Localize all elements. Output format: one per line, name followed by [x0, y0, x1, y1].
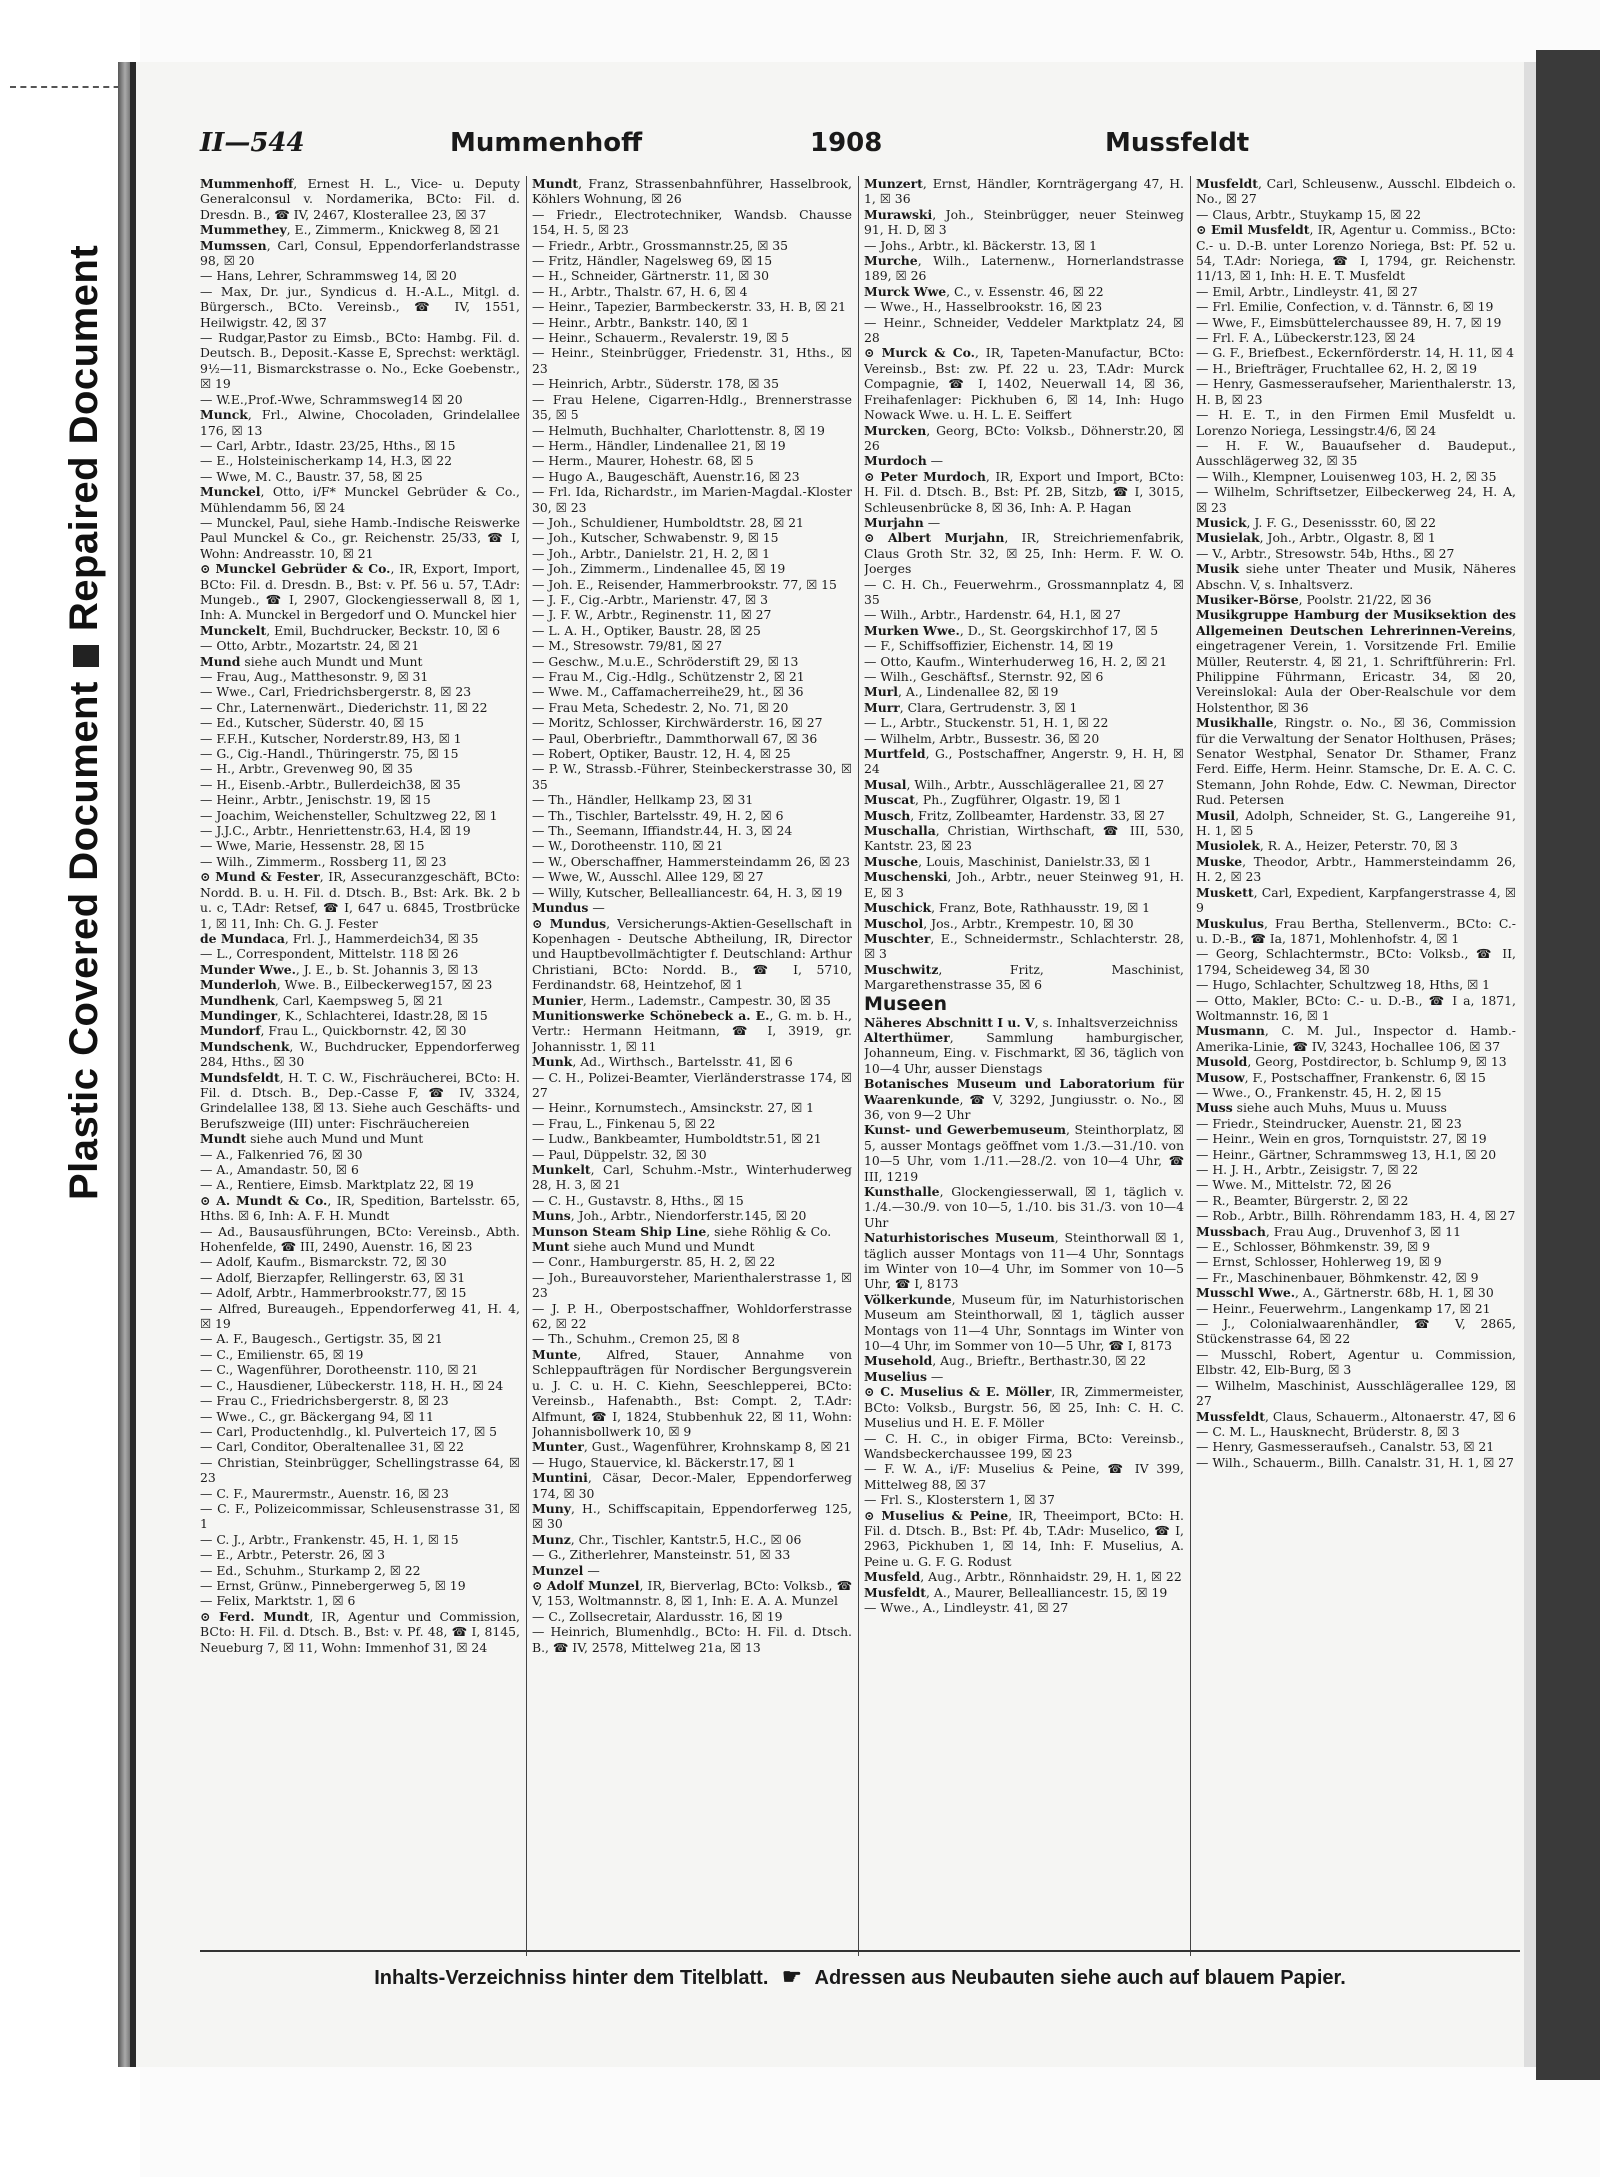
directory-entry: — Wwe, Marie, Hessenstr. 28, ☒ 15 [200, 838, 425, 854]
directory-entry: — Ludw., Bankbeamter, Humboldtstr.51, ☒ 21 [532, 1131, 822, 1147]
directory-entry: — H., Arbtr., Grevenweg 90, ☒ 35 [200, 761, 413, 777]
directory-entry: — E., Arbtr., Peterstr. 26, ☒ 3 [200, 1547, 386, 1563]
directory-entry: — Wilh., Geschäftsf., Sternstr. 92, ☒ 6 [864, 669, 1104, 684]
directory-entry: — C. H., Polizei-Beamter, Vierländerstrasse 174, ☒ 27 [532, 1069, 852, 1100]
column-2 [532, 176, 852, 1956]
directory-entry: — Frau C., Friedrichsbergerstr. 8, ☒ 23 [200, 1393, 449, 1409]
directory-entry: Munck, Frl., Alwine, Chocoladen, Grindelallee 176, ☒ 13 [200, 407, 520, 438]
directory-entry: Munder Wwe., J. E., b. St. Johannis 3, ☒ 13 [200, 961, 479, 977]
directory-entry: Murcken, Georg, BCto: Volksb., Döhnerstr.20, ☒ 26 [864, 422, 1184, 453]
directory-entry: Naturhistorisches Museum, Steinthorwall ☒ 1, täglich ausser Montags von 11—4 Uhr, Sonntags im Winter von 10—4 Uhr, im Sommer von 10—5 Uhr, ☎ I, 8173 [864, 1230, 1184, 1292]
directory-entry: — Frau Helene, Cigarren-Hdlg., Brennerstrasse 35, ☒ 5 [532, 391, 852, 423]
directory-entry: Munderloh, Wwe. B., Eilbeckerweg157, ☒ 23 [200, 977, 493, 993]
directory-entry: Munter, Gust., Wagenführer, Krohnskamp 8, ☒ 21 [532, 1439, 852, 1455]
directory-entry: — H., Arbtr., Thalstr. 67, H. 6, ☒ 4 [532, 283, 748, 299]
directory-entry: Munte, Alfred, Stauer, Annahme von Schleppaufträgen für Nordischer Bergungsverein u. J. C. u. H. C. Kiehn, Seeschlepperei, BCto: Vereinsb., Hafenabth., Bst: Compt. 2, T.Adr: Alfmunt, ☎ I, 1824, Stubbenhuk 22, ☒ 11, Wohn: Johannisbollwerk 10, ☒ 9 [532, 1346, 852, 1439]
directory-entry: — G. F., Briefbest., Eckernförderstr. 14, H. 11, ☒ 4 [1196, 345, 1515, 361]
directory-entry: Mund siehe auch Mundt und Munt [200, 653, 423, 669]
directory-entry: — L. A. H., Optiker, Baustr. 28, ☒ 25 [532, 622, 761, 638]
directory-entry: — Joh. E., Reisender, Hammerbrookstr. 77, ☒ 15 [532, 576, 837, 592]
directory-entry: — Joh., Arbtr., Danielstr. 21, H. 2, ☒ 1 [532, 545, 771, 561]
directory-entry: — Frau M., Cig.-Hdlg., Schützenstr 2, ☒ 21 [532, 669, 805, 684]
side-label-right: Repaired Document [62, 244, 106, 632]
directory-entry: ⊙ Ferd. Mundt, IR, Agentur und Commission, BCto: H. Fil. d. Dtsch. B., Bst: v. Pf. 48, ☎ I, 8145, Neueburg 7, ☒ 11, Wohn: Immenhof 31, ☒ 24 [200, 1608, 520, 1655]
column-4 [1196, 176, 1516, 1956]
directory-entry: — Heinrich, Arbtr., Süderstr. 178, ☒ 35 [532, 376, 780, 392]
directory-entry: — Heinr., Feuerwehrm., Langenkamp 17, ☒ 21 [1196, 1300, 1491, 1316]
directory-entry: — J. F., Cig.-Arbtr., Marienstr. 47, ☒ 3 [532, 591, 768, 607]
directory-entry: — H. J. H., Arbtr., Zeisigstr. 7, ☒ 22 [1196, 1162, 1419, 1177]
directory-entry: Musikhalle, Ringstr. o. No., ☒ 36, Commission für die Verwaltung der Senator Holthusen, Präses; Senator Westphal, Senator Dr. Sthamer, Franz Ferd. Eiffe, Herm. Heinr. Stamsche, Dr. E. A. C. C. Stemann, John Rohde, Edw. C. Newman, Director Rud. Petersen [1196, 715, 1516, 808]
directory-entry: — Frau, L., Finkenau 5, ☒ 22 [532, 1115, 716, 1131]
directory-entry: — Robert, Optiker, Baustr. 12, H. 4, ☒ 25 [532, 746, 791, 762]
directory-entry: Musal, Wilh., Arbtr., Ausschlägerallee 21, ☒ 27 [864, 776, 1165, 792]
directory-entry: Munson Steam Ship Line, siehe Röhlig & Co. [532, 1223, 832, 1239]
directory-entry: — Otto, Kaufm., Winterhuderweg 16, H. 2, ☒ 21 [864, 653, 1168, 669]
directory-entry: — Joh., Bureauvorsteher, Marienthalerstrasse 1, ☒ 23 [532, 1269, 852, 1301]
directory-entry: Musfeldt, Carl, Schleusenw., Ausschl. Elbdeich o. No., ☒ 27 [1196, 176, 1516, 207]
directory-entry: Mundorf, Frau L., Quickbornstr. 42, ☒ 30 [200, 1023, 467, 1039]
column-3 [864, 176, 1184, 1956]
directory-entry: — Munckel, Paul, siehe Hamb.-Indische Reiswerke Paul Munckel & Co., gr. Reichenstr. 25/33, ☎ I, Wohn: Andreasstr. 10, ☒ 21 [200, 514, 520, 561]
directory-entry: — Th., Tischler, Bartelsstr. 49, H. 2, ☒ 6 [532, 807, 784, 823]
directory-entry: — Frl. F. A., Lübeckerstr.123, ☒ 24 [1196, 330, 1416, 346]
header-right-word: Mussfeldt [1105, 128, 1250, 158]
directory-entry: — Hugo A., Baugeschäft, Auenstr.16, ☒ 23 [532, 468, 800, 484]
column-1 [200, 176, 520, 1956]
directory-entry: — J., Colonialwaarenhändler, ☎ V, 2865, Stückenstrasse 64, ☒ 22 [1196, 1316, 1516, 1347]
directory-entry: — Paul, Oberbrieftr., Dammthorwall 67, ☒ 36 [532, 730, 818, 746]
directory-entry: de Mundaca, Frl. J., Hammerdeich34, ☒ 35 [200, 930, 479, 946]
directory-entry: — Wwe, F., Eimsbüttelerchaussee 89, H. 7, ☒ 19 [1196, 314, 1502, 330]
directory-entry: — P. W., Strassb.-Führer, Steinbeckerstrasse 30, ☒ 35 [532, 761, 852, 792]
directory-entry: — Chr., Laternenwärt., Diederichstr. 11, ☒ 22 [200, 699, 488, 715]
directory-entry: — R., Beamter, Bürgerstr. 2, ☒ 22 [1196, 1192, 1409, 1208]
directory-entry: — Rudgar,Pastor zu Eimsb., BCto: Hambg. Fil. d. Deutsch. B., Deposit.-Kasse E, Sprechst: werktägl. 9½—11, Bismarckstrasse o. No., Ecke Goebenstr., ☒ 19 [200, 330, 520, 392]
directory-entry: Mundt siehe auch Mund und Munt [200, 1131, 424, 1147]
directory-entry: — Ernst, Grünw., Pinnebergerweg 5, ☒ 19 [200, 1577, 466, 1593]
directory-entry: Munkelt, Carl, Schuhm.-Mstr., Winterhuderweg 28, H. 3, ☒ 21 [532, 1162, 852, 1193]
directory-entry: Muscat, Ph., Zugführer, Olgastr. 19, ☒ 1 [864, 792, 1122, 808]
directory-entry: — Claus, Arbtr., Stuykamp 15, ☒ 22 [1196, 206, 1421, 222]
directory-entry: Kunst- und Gewerbemuseum, Steinthorplatz, ☒ 5, ausser Montags geöffnet vom 1./3.—31./10. von 10—5 Uhr, vom 1./11.—28./2. von 10—4 Uhr, ☎ III, 1219 [864, 1122, 1184, 1184]
directory-entry: — C. J., Arbtr., Frankenstr. 45, H. 1, ☒ 15 [200, 1531, 459, 1547]
directory-entry: Musehold, Aug., Brieftr., Berthastr.30, ☒ 22 [864, 1353, 1147, 1369]
directory-entry: ⊙ Adolf Munzel, IR, Bierverlag, BCto: Volksb., ☎ V, 153, Woltmannstr. 8, ☒ 1, Inh: E. A. A. Munzel [532, 1577, 852, 1609]
directory-entry: — Hugo, Schlachter, Schultzweg 18, Hths, ☒ 1 [1196, 977, 1491, 993]
directory-entry: — F. W. A., i/F: Muselius & Peine, ☎ IV 399, Mittelweg 88, ☒ 37 [864, 1461, 1184, 1492]
directory-entry: Mussfeldt, Claus, Schauerm., Altonaerstr. 47, ☒ 6 [1196, 1408, 1516, 1424]
directory-entry: — Frau, Aug., Matthesonstr. 9, ☒ 31 [200, 669, 429, 684]
directory-entry: Munzert, Ernst, Händler, Kornträgergang 47, H. 1, ☒ 36 [864, 176, 1184, 207]
directory-entry: — Friedr., Steindrucker, Auenstr. 21, ☒ 23 [1196, 1115, 1462, 1131]
page-footer [200, 1964, 1520, 1990]
directory-entry: Musch, Fritz, Zollbeamter, Hardenstr. 33, ☒ 27 [864, 807, 1165, 823]
directory-entry: Murken Wwe., D., St. Georgskirchhof 17, ☒ 5 [864, 622, 1159, 638]
directory-entry: — Fr., Maschinenbauer, Böhmkenstr. 42, ☒ 9 [1196, 1269, 1479, 1285]
directory-entry: — Heinr., Kornumstech., Amsinckstr. 27, ☒ 1 [532, 1100, 815, 1116]
directory-entry: ⊙ Peter Murdoch, IR, Export und Import, BCto: H. Fil. d. Dtsch. B., Bst: Pf. 2B, Sitzb, ☎ I, 3015, Schleusenbrücke 8, ☒ 36, Inh: A. P. Hagan [864, 468, 1184, 515]
directory-entry: — A., Rentiere, Eimsb. Marktplatz 22, ☒ 19 [200, 1177, 474, 1193]
directory-entry: — Max, Dr. jur., Syndicus d. H.-A.L., Mitgl. d. Bürgersch., BCto. Vereinsb., ☎ IV, 1551, Heilwigstr. 42, ☒ 37 [200, 283, 520, 330]
directory-entry: Murche, Wilh., Laternenw., Hornerlandstrasse 189, ☒ 26 [864, 253, 1184, 284]
directory-entry: — Musschl, Robert, Agentur u. Commission, Elbstr. 42, Elb-Burg, ☒ 3 [1196, 1346, 1516, 1378]
dark-right-edge [1536, 50, 1600, 2080]
dashed-mark [10, 86, 130, 88]
directory-entry: — C. H. Ch., Feuerwehrm., Grossmannplatz 4, ☒ 35 [864, 576, 1184, 607]
directory-entry: Murck Wwe, C., v. Essenstr. 46, ☒ 22 [864, 283, 1104, 299]
directory-entry: ⊙ Mundus, Versicherungs-Aktien-Gesellschaft in Kopenhagen - Deutsche Abtheilung, IR, Director und Hauptbevollmächtigter f. Deutschland: Arthur Christiani, BCto: Nordd. B., ☎ I, 5710, Ferdinandstr. 68, Heintzehof, ☒ 1 [532, 915, 852, 993]
header-year: 1908 [810, 128, 883, 158]
directory-entry: — Wwe, W., Ausschl. Allee 129, ☒ 27 [532, 869, 764, 885]
directory-entry: — E., Holsteinischerkamp 14, H.3, ☒ 22 [200, 453, 453, 469]
directory-entry: Munier, Herm., Lademstr., Campestr. 30, ☒ 35 [532, 992, 831, 1008]
directory-entry: ⊙ Emil Musfeldt, IR, Agentur u. Commiss., BCto: C.- u. D.-B. unter Lorenzo Noriega, Bst: Pf. 52 u. 54, T.Adr: Noriega, ☎ I, 1794, gr. Reichenstr. 11/13, ☒ 1, Inh: H. E. T. Musfeldt [1196, 222, 1516, 284]
directory-entry: — Wwe., C., gr. Bäckergang 94, ☒ 11 [200, 1408, 434, 1424]
directory-entry: Murdoch — [864, 453, 944, 469]
directory-entry: — H., Schneider, Gärtnerstr. 11, ☒ 30 [532, 268, 769, 284]
directory-entry: — Alfred, Bureaugeh., Eppendorferweg 41, H. 4, ☒ 19 [200, 1300, 520, 1332]
directory-entry: — Hans, Lehrer, Schrammsweg 14, ☒ 20 [200, 268, 457, 284]
directory-entry: Musiolek, R. A., Heizer, Peterstr. 70, ☒ 3 [1196, 838, 1458, 854]
directory-entry: — C. H. C., in obiger Firma, BCto: Vereinsb., Wandsbeckerchaussee 199, ☒ 23 [864, 1430, 1184, 1461]
directory-entry: Musikgruppe Hamburg der Musiksektion des Allgemeinen Deutschen Lehrerinnen-Vereins, eingetragener Verein, 1. Vorsitzende Frl. Emilie Müller, Reuterstr. 4, ☒ 21, 1. Schriftführerin: Frl. Philippine Führmann, Ericastr. 34, ☒ 20, Vereinslokal: Aula der Ober-Realschule vor dem Holstenthor, ☒ 36 [1196, 607, 1516, 715]
directory-entry: Musik siehe unter Theater und Musik, Näheres Abschn. V, s. Inhaltsverz. [1196, 561, 1516, 592]
directory-entry: Musschl Wwe., A., Gärtnerstr. 68b, H. 1, ☒ 30 [1196, 1285, 1494, 1301]
directory-entry: Mussbach, Frau Aug., Druvenhof 3, ☒ 11 [1196, 1223, 1461, 1239]
directory-entry: Mundhenk, Carl, Kaempsweg 5, ☒ 21 [200, 992, 444, 1008]
directory-entry: — Wilhelm, Schriftsetzer, Eilbeckerweg 24, H. A, ☒ 23 [1196, 484, 1516, 515]
directory-entry: Muschenski, Joh., Arbtr., neuer Steinweg 91, H. E, ☒ 3 [864, 869, 1184, 900]
directory-entry: Munt siehe auch Mund und Mundt [532, 1239, 755, 1255]
directory-entry: — Wwe, M. C., Baustr. 37, 58, ☒ 25 [200, 468, 423, 484]
directory-entry: — Th., Händler, Hellkamp 23, ☒ 31 [532, 792, 754, 808]
directory-entry: — Wwe., H., Hasselbrookstr. 16, ☒ 23 [864, 299, 1103, 315]
side-label-separator [73, 645, 99, 667]
directory-entry: — Joachim, Weichensteller, Schultzweg 22, ☒ 1 [200, 807, 498, 823]
directory-entry: Mummethey, E., Zimmerm., Knickweg 8, ☒ 21 [200, 222, 501, 238]
directory-entry: Munitionswerke Schönebeck a. E., G. m. b. H., Vertr.: Hermann Heitmann, ☎ I, 3919, gr. Johannisstr. 1, ☒ 11 [532, 1007, 852, 1054]
directory-entry: Musick, J. F. G., Desenissstr. 60, ☒ 22 [1196, 514, 1436, 530]
directory-entry: Munckelt, Emil, Buchdrucker, Beckstr. 10, ☒ 6 [200, 622, 500, 638]
directory-entry: Murjahn — [864, 514, 941, 530]
directory-entry: — Felix, Marktstr. 1, ☒ 6 [200, 1593, 356, 1609]
directory-entry: Völkerkunde, Museum für, im Naturhistorischen Museum am Steinthorwall, ☒ 1, täglich ausser Montags von 11—4 Uhr, Sonntags im Winter von 10—4 Uhr, im Sommer von 10—5 Uhr, ☎ I, 8173 [864, 1291, 1184, 1354]
directory-entry: — Heinr., Schneider, Veddeler Marktplatz 24, ☒ 28 [864, 314, 1184, 346]
directory-entry: Musfeld, Aug., Arbtr., Rönnhaidstr. 29, H. 1, ☒ 22 [864, 1569, 1182, 1585]
directory-entry: — C. F., Polizeicommissar, Schleusenstrasse 31, ☒ 1 [200, 1500, 520, 1532]
column-divider [858, 176, 859, 1956]
page-number: II—544 [200, 128, 305, 158]
directory-entry: — H., Eisenb.-Arbtr., Bullerdeich38, ☒ 35 [200, 776, 461, 792]
directory-entry: — Frl. Ida, Richardstr., im Marien-Magdal.-Kloster 30, ☒ 23 [532, 484, 852, 515]
directory-entry: — Heinr., Wein en gros, Tornquiststr. 27, ☒ 19 [1196, 1131, 1487, 1147]
directory-entry: — A. F., Baugesch., Gertigstr. 35, ☒ 21 [200, 1331, 443, 1347]
directory-entry: — J. F. W., Arbtr., Reginenstr. 11, ☒ 27 [532, 607, 772, 623]
directory-entry: ⊙ A. Mundt & Co., IR, Spedition, Bartelsstr. 65, Hths. ☒ 6, Inh: A. F. H. Mundt [200, 1192, 520, 1224]
pointing-hand-icon: ☛ [781, 1964, 802, 1989]
directory-entry: — Joh., Kutscher, Schwabenstr. 9, ☒ 15 [532, 530, 779, 546]
footer-right-text: Adressen aus Neubauten siehe auch auf blauem Papier. [814, 1967, 1346, 1989]
directory-entry: — Friedr., Electrotechniker, Wandsb. Chausse 154, H. 5, ☒ 23 [532, 206, 852, 238]
directory-entry: — Wwe., O., Frankenstr. 45, H. 2, ☒ 15 [1196, 1084, 1442, 1100]
directory-entry: — Heinr., Gärtner, Schrammsweg 13, H.1, ☒ 20 [1196, 1146, 1497, 1162]
directory-entry: — Fritz, Händler, Nagelsweg 69, ☒ 15 [532, 253, 773, 269]
directory-entry: — Carl, Productenhdlg., kl. Pulverteich 17, ☒ 5 [200, 1423, 498, 1439]
column-divider [1190, 176, 1191, 1956]
directory-entry: — Heinr., Tapezier, Barmbeckerstr. 33, H. B, ☒ 21 [532, 299, 847, 315]
directory-entry: Musche, Louis, Maschinist, Danielstr.33, ☒ 1 [864, 853, 1152, 869]
directory-entry: Museen [864, 992, 948, 1015]
directory-entry: ⊙ Mund & Fester, IR, Assecuranzgeschäft, BCto: Nordd. B. u. H. Fil. d. Dtsch. B., Bst: Ark. Bk. 2 b u. c, T.Adr: Retsef, ☎ I, 647 u. 6845, Trostbrücke 1, ☒ 11, Inh: Ch. G. J. Fester [200, 869, 520, 931]
directory-entry: Muns, Joh., Arbtr., Niendorferstr.145, ☒ 20 [532, 1208, 807, 1224]
directory-entry: — C., Emilienstr. 65, ☒ 19 [200, 1346, 364, 1362]
directory-entry: — Wwe., Carl, Friedrichsbergerstr. 8, ☒ 23 [200, 684, 472, 700]
directory-entry: — C. H., Gustavstr. 8, Hths., ☒ 15 [532, 1192, 744, 1208]
directory-entry: — Paul, Düppelstr. 32, ☒ 30 [532, 1146, 707, 1162]
directory-entry: Murtfeld, G., Postschaffner, Angerstr. 9, H. H, ☒ 24 [864, 746, 1184, 777]
directory-entry: — Georg, Schlachtermstr., BCto: Volksb., ☎ II, 1794, Scheideweg 34, ☒ 30 [1196, 946, 1516, 977]
directory-entry: Muskulus, Frau Bertha, Stellenverm., BCto: C.- u. D.-B., ☎ Ia, 1871, Mohlenhofstr. 4, ☒ 1 [1196, 915, 1516, 946]
directory-entry: — H. F. W., Bauaufseher d. Baudeput., Ausschlägerweg 32, ☒ 35 [1196, 437, 1516, 469]
directory-entry: Munz, Chr., Tischler, Kantstr.5, H.C., ☒ 06 [532, 1531, 802, 1547]
directory-entry: Munzel — [532, 1562, 600, 1578]
directory-entry: Mundinger, K., Schlachterei, Idastr.28, ☒ 15 [200, 1007, 488, 1023]
directory-entry: — F.F.H., Kutscher, Norderstr.89, H3, ☒ 1 [200, 730, 462, 746]
footer-left-text: Inhalts-Verzeichniss hinter dem Titelblatt. [374, 1967, 769, 1989]
bottom-rule [200, 1950, 1520, 1952]
directory-entry: — Adolf, Kaufm., Bismarckstr. 72, ☒ 30 [200, 1254, 447, 1270]
directory-entry: Murr, Clara, Gertrudenstr. 3, ☒ 1 [864, 699, 1078, 715]
directory-entry: Musold, Georg, Postdirector, b. Schlump 9, ☒ 13 [1196, 1054, 1507, 1070]
directory-entry: Mundsfeldt, H. T. C. W., Fischräucherei, BCto: H. Fil. d. Dtsch. B., Dep.-Casse F, ☎ IV, 3324, Grindelallee 138, ☒ 13. Siehe auch Geschäfts- und Berufszweige (III) unter: Fischräuchereien [200, 1069, 520, 1131]
directory-entry: ⊙ C. Muselius & E. Möller, IR, Zimmermeister, BCto: Volksb., Burgstr. 56, ☒ 25, Inh: C. H. C. Muselius und H. E. F. Möller [864, 1384, 1184, 1431]
directory-entry: — W.E.,Prof.-Wwe, Schrammsweg14 ☒ 20 [200, 391, 463, 407]
directory-entry: — Otto, Arbtr., Mozartstr. 24, ☒ 21 [200, 638, 420, 654]
directory-entry: — G., Zitherlehrer, Mansteinstr. 51, ☒ 33 [532, 1547, 791, 1563]
directory-entry: — H. E. T., in den Firmen Emil Musfeldt u. Lorenzo Noriega, Lessingstr.4/6, ☒ 24 [1196, 407, 1516, 438]
directory-entry: — Ed., Schuhm., Sturkamp 2, ☒ 22 [200, 1562, 421, 1578]
directory-entry: Murl, A., Lindenallee 82, ☒ 19 [864, 684, 1059, 700]
directory-entry: Muschwitz, Fritz, Maschinist, Margarethenstrasse 35, ☒ 6 [864, 961, 1184, 993]
directory-entry: Kunsthalle, Glockengiesserwall, ☒ 1, täglich v. 1./4.—30./9. von 10—5, 1./10. bis 31./3. von 10—4 Uhr [864, 1184, 1184, 1230]
directory-entry: Musiker-Börse, Poolstr. 21/22, ☒ 36 [1196, 591, 1432, 607]
directory-entry: — Heinrich, Blumenhdlg., BCto: H. Fil. d. Dtsch. B., ☎ IV, 2578, Mittelweg 21a, ☒ 13 [532, 1624, 852, 1655]
directory-entry: — Ernst, Schlosser, Hohlerweg 19, ☒ 9 [1196, 1254, 1442, 1270]
directory-entry: — C., Hausdiener, Lübeckerstr. 118, H. H., ☒ 24 [200, 1377, 504, 1393]
directory-entry: Musielak, Joh., Arbtr., Olgastr. 8, ☒ 1 [1196, 530, 1436, 546]
directory-entry: Muss siehe auch Muhs, Muus u. Muuss [1196, 1100, 1447, 1116]
directory-entry: — L., Correspondent, Mittelstr. 118 ☒ 26 [200, 946, 459, 962]
directory-entry: Muntini, Cäsar, Decor.-Maler, Eppendorferweg 174, ☒ 30 [532, 1470, 852, 1501]
header-left-word: Mummenhoff [450, 128, 643, 158]
directory-entry: — Wilh., Klempner, Louisenweg 103, H. 2, ☒ 35 [1196, 468, 1497, 484]
directory-entry: — Helmuth, Buchhalter, Charlottenstr. 8, ☒ 19 [532, 422, 825, 438]
directory-entry: Mundschenk, W., Buchdrucker, Eppendorferweg 284, Hths., ☒ 30 [200, 1038, 520, 1070]
directory-entry: ⊙ Albert Murjahn, IR, Streichriemenfabrik, Claus Groth Str. 32, ☒ 25, Inh: Herm. F. W. O. Joerges [864, 530, 1184, 577]
directory-entry: — Wilh., Zimmerm., Rossberg 11, ☒ 23 [200, 853, 447, 869]
directory-entry: — Carl, Arbtr., Idastr. 23/25, Hths., ☒ 15 [200, 437, 456, 453]
directory-entry: — Conr., Hamburgerstr. 85, H. 2, ☒ 22 [532, 1254, 776, 1270]
directory-entry: — Moritz, Schlosser, Kirchwärderstr. 16, ☒ 27 [532, 715, 823, 731]
directory-entry: — M., Stresowstr. 79/81, ☒ 27 [532, 638, 723, 654]
directory-entry: — C., Zollsecretair, Alardusstr. 16, ☒ 19 [532, 1608, 783, 1624]
directory-entry: — L., Arbtr., Stuckenstr. 51, H. 1, ☒ 22 [864, 715, 1109, 731]
directory-entry: — Wilhelm, Arbtr., Bussestr. 36, ☒ 20 [864, 730, 1100, 746]
directory-entry: — Frau Meta, Schedestr. 2, No. 71, ☒ 20 [532, 699, 789, 715]
directory-entry: — Heinr., Arbtr., Bankstr. 140, ☒ 1 [532, 314, 750, 330]
directory-entry: Mumssen, Carl, Consul, Eppendorferlandstrasse 98, ☒ 20 [200, 237, 520, 269]
directory-entry: — E., Schlosser, Böhmkenstr. 39, ☒ 9 [1196, 1239, 1430, 1255]
directory-entry: — Henry, Gasmesseraufseher, Marienthalerstr. 13, H. B, ☒ 23 [1196, 376, 1516, 407]
directory-entry: Muschalla, Christian, Wirthschaft, ☎ III, 530, Kantstr. 23, ☒ 23 [864, 823, 1184, 854]
directory-entry: — Adolf, Bierzapfer, Rellingerstr. 63, ☒ 31 [200, 1269, 466, 1285]
directory-entry: — Hugo, Stauervice, kl. Bäckerstr.17, ☒ 1 [532, 1454, 796, 1470]
directory-entry: — Frl. Emilie, Confection, v. d. Tännstr. 6, ☒ 19 [1196, 299, 1494, 315]
directory-entry: — Henry, Gasmesseraufseh., Canalstr. 53, ☒ 21 [1196, 1439, 1495, 1455]
directory-entry: Musmann, C. M. Jul., Inspector d. Hamb.-Amerika-Linie, ☎ IV, 3243, Hochallee 106, ☒ 37 [1196, 1023, 1516, 1054]
directory-entry: ⊙ Munckel Gebrüder & Co., IR, Export, Import, BCto: Fil. d. Dresdn. B., Bst: v. Pf. 56 u. 57, T.Adr: Mungeb., ☎ I, 2907, Glockengiesserwall 8, ☒ 1, Inh: A. Munckel in Bergedorf und O. Munckel hier [200, 561, 520, 623]
directory-entry: Mundus — [532, 900, 605, 916]
directory-entry: Näheres Abschnitt I u. V, s. Inhaltsverzeichniss [864, 1014, 1178, 1030]
directory-entry: Munk, Ad., Wirthsch., Bartelsstr. 41, ☒ 6 [532, 1054, 793, 1070]
directory-entry: — Th., Schuhm., Cremon 25, ☒ 8 [532, 1331, 740, 1347]
directory-entry: — Wwe. M., Mittelstr. 72, ☒ 26 [1196, 1177, 1392, 1193]
directory-entry: — Wilh., Arbtr., Hardenstr. 64, H.1, ☒ 27 [864, 607, 1121, 623]
directory-entry: — Christian, Steinbrügger, Schellingstrasse 64, ☒ 23 [200, 1454, 520, 1486]
directory-entry: — Friedr., Arbtr., Grossmannstr.25, ☒ 35 [532, 237, 789, 253]
directory-entry: — Ad., Bausausführungen, BCto: Vereinsb., Abth. Hohenfelde, ☎ III, 2490, Auenstr. 16, ☒ 23 [200, 1223, 520, 1255]
directory-entry: Musil, Adolph, Schneider, St. G., Langereihe 91, H. 1, ☒ 5 [1196, 807, 1516, 839]
directory-entry: Musfeldt, A., Maurer, Bellealliancestr. 15, ☒ 19 [864, 1584, 1168, 1600]
directory-entry: — Joh., Schuldiener, Humboldtstr. 28, ☒ 21 [532, 514, 804, 530]
directory-entry: — Herm., Maurer, Hohestr. 68, ☒ 5 [532, 453, 754, 469]
side-label-left: Plastic Covered Document [62, 681, 106, 1200]
directory-entry: Muske, Theodor, Arbtr., Hammersteindamm 26, H. 2, ☒ 23 [1196, 853, 1516, 885]
directory-entry: — Heinr., Arbtr., Jenischstr. 19, ☒ 15 [200, 792, 431, 808]
directory-entry: — J.J.C., Arbtr., Henriettenstr.63, H.4, ☒ 19 [200, 823, 471, 839]
directory-entry: Mummenhoff, Ernest H. L., Vice- u. Deputy Generalconsul v. Nordamerika, BCto: Fil. d. Dresdn. B., ☎ IV, 2467, Klosterallee 23, ☒ 37 [200, 176, 520, 222]
directory-entry: — C., Wagenführer, Dorotheenstr. 110, ☒ 21 [200, 1362, 479, 1378]
directory-entry: Muschol, Jos., Arbtr., Krempestr. 10, ☒ 30 [864, 915, 1134, 931]
directory-entry: Botanisches Museum und Laboratorium für Waarenkunde, ☎ V, 3292, Jungiusstr. o. No., ☒ 36, von 9—2 Uhr [864, 1076, 1184, 1122]
directory-entry: — J. P. H., Oberpostschaffner, Wohldorferstrasse 62, ☒ 22 [532, 1300, 852, 1332]
side-label [62, 245, 107, 1200]
column-divider [526, 176, 527, 1956]
directory-entry: — W., Oberschaffner, Hammersteindamm 26, ☒ 23 [532, 853, 851, 869]
directory-entry: — A., Amandastr. 50, ☒ 6 [200, 1162, 359, 1177]
directory-entry: Muschick, Franz, Bote, Rathhausstr. 19, ☒ 1 [864, 900, 1151, 916]
directory-entry: — Wwe. M., Caffamacherreihe29, ht., ☒ 36 [532, 684, 804, 700]
directory-entry: — Wilhelm, Maschinist, Ausschlägerallee 129, ☒ 27 [1196, 1377, 1516, 1409]
directory-entry: — Herm., Händler, Lindenallee 21, ☒ 19 [532, 437, 786, 453]
directory-entry: — Ed., Kutscher, Süderstr. 40, ☒ 15 [200, 715, 425, 731]
directory-entry: Mundt, Franz, Strassenbahnführer, Hasselbrook, Köhlers Wohnung, ☒ 26 [532, 176, 852, 207]
directory-entry: — C. F., Maurermstr., Auenstr. 16, ☒ 23 [200, 1485, 449, 1501]
directory-entry: — Carl, Conditor, Oberaltenallee 31, ☒ 22 [200, 1439, 465, 1455]
directory-entry: Muskett, Carl, Expedient, Karpfangerstrasse 4, ☒ 9 [1196, 884, 1516, 916]
directory-entry: — W., Dorotheenstr. 110, ☒ 21 [532, 838, 724, 854]
directory-entry: — Frl. S., Klosterstern 1, ☒ 37 [864, 1492, 1055, 1508]
directory-entry: — Adolf, Arbtr., Hammerbrookstr.77, ☒ 15 [200, 1285, 467, 1301]
directory-entry: Murawski, Joh., Steinbrügger, neuer Steinweg 91, H. D, ☒ 3 [864, 206, 1184, 238]
directory-entry: — Th., Seemann, Iffiandstr.44, H. 3, ☒ 24 [532, 823, 793, 839]
directory-entry: — V., Arbtr., Stresowstr. 54b, Hths., ☒ 27 [1196, 545, 1455, 561]
directory-entry: ⊙ Muselius & Peine, IR, Theeimport, BCto: H. Fil. d. Dtsch. B., Bst: Pf. 4b, T.Adr: Muselico, ☎ I, 2963, Pickhuben 1, ☒ 14, Inh: F. Muselius, A. Peine u. G. F. G. Rodust [864, 1507, 1184, 1569]
directory-entry: — Emil, Arbtr., Lindleystr. 41, ☒ 27 [1196, 283, 1418, 299]
directory-entry: — Heinr., Steinbrügger, Friedenstr. 31, Hths., ☒ 23 [532, 345, 852, 376]
directory-entry: — Wwe., A., Lindleystr. 41, ☒ 27 [864, 1599, 1069, 1615]
directory-entry: — Geschw., M.u.E., Schröderstift 29, ☒ 13 [532, 653, 799, 669]
directory-entry: Muselius — [864, 1368, 944, 1384]
directory-entry: — H., Briefträger, Fruchtallee 62, H. 2, ☒ 19 [1196, 360, 1478, 376]
directory-entry: — Heinr., Schauerm., Revalerstr. 19, ☒ 5 [532, 330, 790, 346]
directory-entry: — C. M. L., Hausknecht, Brüderstr. 8, ☒ 3 [1196, 1423, 1460, 1439]
directory-entry: — Johs., Arbtr., kl. Bäckerstr. 13, ☒ 1 [864, 237, 1097, 253]
directory-entry: — Rob., Arbtr., Billh. Röhrendamm 183, H. 4, ☒ 27 [1196, 1208, 1516, 1224]
directory-entry: Alterthümer, Sammlung hamburgischer, Johanneum, Eing. v. Fischmarkt, ☒ 36, täglich von 10—4 Uhr, ausser Dienstags [864, 1029, 1184, 1076]
directory-entry: — F., Schiffsoffizier, Eichenstr. 14, ☒ 19 [864, 638, 1114, 654]
directory-entry: Musow, F., Postschaffner, Frankenstr. 6, ☒ 15 [1196, 1069, 1486, 1085]
directory-entry: Muny, H., Schiffscapitain, Eppendorferweg 125, ☒ 30 [532, 1500, 852, 1532]
directory-entry: — A., Falkenried 76, ☒ 30 [200, 1146, 363, 1162]
directory-entry: — Otto, Makler, BCto: C.- u. D.-B., ☎ I a, 1871, Woltmannstr. 16, ☒ 1 [1196, 992, 1516, 1023]
directory-entry: ⊙ Murck & Co., IR, Tapeten-Manufactur, BCto: Vereinsb., Bst: zw. Pf. 22 u. 23, T.Adr: Murck Compagnie, ☎ I, 1402, Neuerwall 14, ☒ 36, Freihafenlager: Pickhuben 6, ☒ 14, Inh: Hugo Nowack Wwe. u. H. L. E. Seiffert [864, 345, 1184, 423]
directory-entry: Muschter, E., Schneidermstr., Schlachterstr. 28, ☒ 3 [864, 930, 1184, 962]
directory-entry: — Joh., Zimmerm., Lindenallee 45, ☒ 19 [532, 561, 786, 577]
directory-entry: — Wilh., Schauerm., Billh. Canalstr. 31, H. 1, ☒ 27 [1196, 1454, 1514, 1470]
page-header [200, 128, 1520, 164]
directory-entry: — G., Cig.-Handl., Thüringerstr. 75, ☒ 15 [200, 746, 459, 762]
directory-entry: Munckel, Otto, i/F* Munckel Gebrüder & Co., Mühlendamm 56, ☒ 24 [200, 484, 520, 515]
directory-entry: — Willy, Kutscher, Bellealliancestr. 64, H. 3, ☒ 19 [532, 884, 843, 900]
